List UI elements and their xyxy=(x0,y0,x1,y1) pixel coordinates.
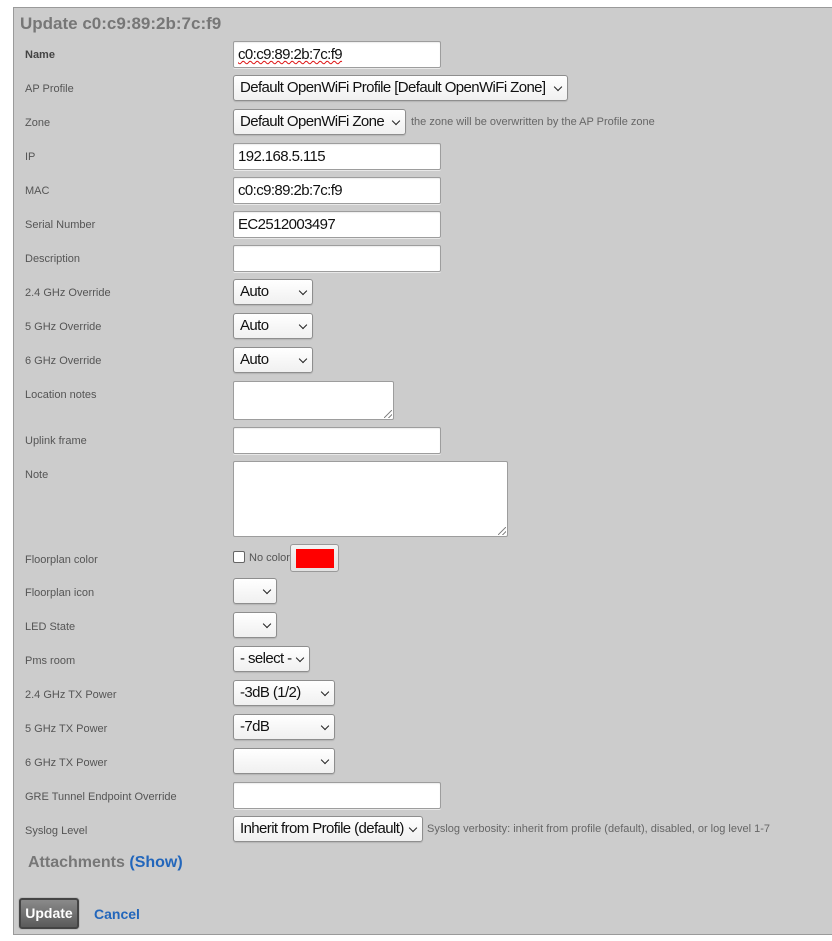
mac-label: MAC xyxy=(25,185,50,197)
chevron-down-icon xyxy=(321,756,329,764)
override-6-label: 6 GHz Override xyxy=(25,355,102,367)
floorplan-color-label: Floorplan color xyxy=(25,554,98,566)
ap-profile-value: Default OpenWiFi Profile [Default OpenWiFi Zone] xyxy=(240,79,546,96)
tx-24-value: -3dB (1/2) xyxy=(240,684,301,701)
description-input[interactable] xyxy=(233,245,441,272)
chevron-down-icon xyxy=(299,287,307,295)
tx-5-label: 5 GHz TX Power xyxy=(25,723,108,735)
attachments-show-link[interactable]: (Show) xyxy=(129,854,183,871)
chevron-down-icon xyxy=(263,620,271,628)
ap-profile-label: AP Profile xyxy=(25,83,74,95)
syslog-hint: Syslog verbosity: inherit from profile (default), disabled, or log level 1-7 xyxy=(427,823,770,835)
pms-room-label: Pms room xyxy=(25,655,76,667)
location-notes-textarea[interactable] xyxy=(233,381,394,420)
led-state-label: LED State xyxy=(25,621,76,633)
chevron-down-icon xyxy=(409,824,417,832)
tx-5-select[interactable] xyxy=(233,714,335,740)
page-title: Update c0:c9:89:2b:7c:f9 xyxy=(20,14,222,33)
location-notes-label: Location notes xyxy=(25,389,97,401)
chevron-down-icon xyxy=(392,117,400,125)
note-textarea[interactable] xyxy=(233,461,508,537)
override-24-value: Auto xyxy=(240,283,269,300)
gre-input[interactable] xyxy=(233,782,441,809)
override-24-select[interactable] xyxy=(233,279,313,305)
chevron-down-icon xyxy=(321,722,329,730)
no-color-label: No color xyxy=(249,552,290,564)
override-5-value: Auto xyxy=(240,317,269,334)
floorplan-color-picker[interactable] xyxy=(290,544,339,572)
ip-input[interactable]: 192.168.5.115 xyxy=(233,143,441,170)
override-5-select[interactable] xyxy=(233,313,313,339)
ap-profile-select[interactable] xyxy=(233,75,568,101)
serial-input[interactable]: EC2512003497 xyxy=(233,211,441,238)
override-6-select[interactable] xyxy=(233,347,313,373)
gre-label: GRE Tunnel Endpoint Override xyxy=(25,791,177,803)
zone-label: Zone xyxy=(25,117,51,129)
chevron-down-icon xyxy=(263,586,271,594)
update-device-panel xyxy=(13,7,832,935)
name-label: Name xyxy=(25,49,55,61)
tx-24-label: 2.4 GHz TX Power xyxy=(25,689,117,701)
mac-input[interactable]: c0:c9:89:2b:7c:f9 xyxy=(233,177,441,204)
uplink-frame-label: Uplink frame xyxy=(25,435,87,447)
chevron-down-icon xyxy=(296,654,304,662)
note-label: Note xyxy=(25,469,49,481)
uplink-frame-input[interactable] xyxy=(233,427,441,454)
zone-value: Default OpenWiFi Zone xyxy=(240,113,385,130)
override-6-value: Auto xyxy=(240,351,269,368)
syslog-select[interactable] xyxy=(233,816,423,842)
resize-grip-icon[interactable] xyxy=(384,410,392,418)
cancel-link[interactable]: Cancel xyxy=(94,906,140,922)
serial-label: Serial Number xyxy=(25,219,96,231)
name-input[interactable]: c0:c9:89:2b:7c:f9 xyxy=(233,41,441,68)
chevron-down-icon xyxy=(321,688,329,696)
update-button[interactable]: Update xyxy=(19,898,79,929)
tx-5-value: -7dB xyxy=(240,718,270,735)
override-5-label: 5 GHz Override xyxy=(25,321,102,333)
floorplan-icon-select[interactable] xyxy=(233,578,277,604)
attachments-label: Attachments xyxy=(28,854,125,871)
chevron-down-icon xyxy=(554,83,562,91)
syslog-label: Syslog Level xyxy=(25,825,88,837)
no-color-checkbox[interactable] xyxy=(233,551,245,563)
color-swatch xyxy=(296,549,334,568)
zone-hint: the zone will be overwritten by the AP Profile zone xyxy=(411,116,655,128)
attachments-heading xyxy=(28,854,183,872)
resize-grip-icon[interactable] xyxy=(498,527,506,535)
syslog-value: Inherit from Profile (default) xyxy=(240,820,404,837)
tx-6-select[interactable] xyxy=(233,748,335,774)
description-label: Description xyxy=(25,253,81,265)
tx-6-label: 6 GHz TX Power xyxy=(25,757,108,769)
pms-room-value: - select - xyxy=(240,650,292,667)
ip-label: IP xyxy=(25,151,36,163)
zone-select[interactable] xyxy=(233,109,406,135)
pms-room-select[interactable] xyxy=(233,646,310,672)
tx-24-select[interactable] xyxy=(233,680,335,706)
led-state-select[interactable] xyxy=(233,612,277,638)
floorplan-icon-label: Floorplan icon xyxy=(25,587,95,599)
chevron-down-icon xyxy=(299,321,307,329)
override-24-label: 2.4 GHz Override xyxy=(25,287,111,299)
chevron-down-icon xyxy=(299,355,307,363)
